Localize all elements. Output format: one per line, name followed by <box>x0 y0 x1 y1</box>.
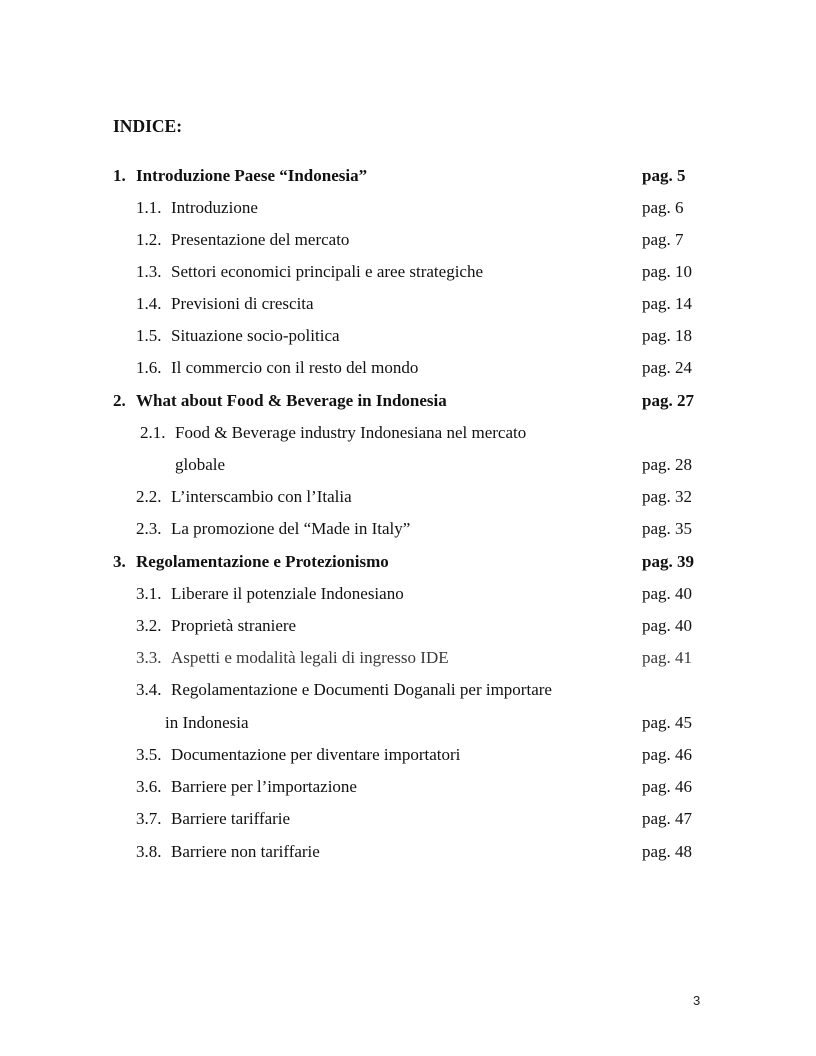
toc-entry-title: Barriere non tariffarie <box>171 842 320 861</box>
toc-entry-page: pag. 45 <box>642 713 693 732</box>
toc-chapter-3[interactable] <box>0 552 816 576</box>
toc-section-1-5[interactable] <box>0 326 816 350</box>
toc-entry-title: What about Food & Beverage in Indonesia <box>136 391 447 410</box>
toc-section-3-7[interactable] <box>0 809 816 833</box>
toc-entry-page: pag. 47 <box>642 809 693 828</box>
toc-entry-title: Presentazione del mercato <box>171 230 350 249</box>
toc-entry-number: 3.3. <box>136 648 162 667</box>
toc-entry-title: Introduzione <box>171 198 258 217</box>
toc-entry-number: 3.8. <box>136 842 162 861</box>
toc-entry-page: pag. 35 <box>642 519 693 538</box>
toc-entry-page: pag. 5 <box>642 166 686 185</box>
toc-section-1-1[interactable] <box>0 198 816 222</box>
toc-entry-number: 3. <box>113 552 126 571</box>
toc-entry-title: Proprietà straniere <box>171 616 297 635</box>
toc-entry-number: 2. <box>113 391 126 410</box>
toc-entry-title: Introduzione Paese “Indonesia” <box>136 166 368 185</box>
toc-section-2-2[interactable] <box>0 487 816 511</box>
toc-entry-number: 3.2. <box>136 616 162 635</box>
toc-section-2-3[interactable] <box>0 519 816 543</box>
toc-entry-title: Liberare il potenziale Indonesiano <box>171 584 404 603</box>
toc-entry-title: Regolamentazione e Protezionismo <box>136 552 389 571</box>
toc-entry-page: pag. 40 <box>642 584 693 603</box>
toc-entry-title: Regolamentazione e Documenti Doganali per importare <box>171 680 552 699</box>
toc-section-1-3[interactable] <box>0 262 816 286</box>
toc-entry-page: pag. 14 <box>642 294 693 313</box>
toc-chapter-2[interactable] <box>0 391 816 415</box>
toc-section-3-5[interactable] <box>0 745 816 769</box>
toc-entry-page: pag. 28 <box>642 455 693 474</box>
toc-entry-number: 1.1. <box>136 198 162 217</box>
toc-entry-title: Barriere per l’importazione <box>171 777 357 796</box>
toc-entry-page: pag. 32 <box>642 487 693 506</box>
toc-entry-page: pag. 18 <box>642 326 693 345</box>
toc-entry-page: pag. 7 <box>642 230 684 249</box>
page-number: 3 <box>693 993 701 1008</box>
toc-entry-page: pag. 40 <box>642 616 693 635</box>
toc-section-1-2[interactable] <box>0 230 816 254</box>
toc-entry-number: 3.4. <box>136 680 162 699</box>
toc-section-3-6[interactable] <box>0 777 816 801</box>
toc-chapter-1[interactable] <box>0 166 816 190</box>
toc-entry-number: 3.7. <box>136 809 162 828</box>
toc-entry-page: pag. 41 <box>642 648 693 667</box>
toc-entry-title: Previsioni di crescita <box>171 294 314 313</box>
toc-entry-title: Barriere tariffarie <box>171 809 291 828</box>
toc-section-3-8[interactable] <box>0 842 816 866</box>
toc-entry-number: 2.3. <box>136 519 162 538</box>
toc-section-1-4[interactable] <box>0 294 816 318</box>
toc-section-3-2[interactable] <box>0 616 816 640</box>
toc-entry-number: 1. <box>113 166 126 185</box>
toc-entry-title: L’interscambio con l’Italia <box>171 487 352 506</box>
toc-entry-title: Situazione socio-politica <box>171 326 340 345</box>
toc-entry-title: Documentazione per diventare importatori <box>171 745 461 764</box>
toc-entry-title: Settori economici principali e aree strategiche <box>171 262 484 281</box>
toc-entry-number: 1.6. <box>136 358 162 377</box>
toc-section-3-3[interactable] <box>0 648 816 672</box>
toc-heading: INDICE: <box>113 116 183 136</box>
toc-entry-number: 3.5. <box>136 745 162 764</box>
toc-entry-page: pag. 46 <box>642 777 693 796</box>
toc-entry-page: pag. 48 <box>642 842 693 861</box>
toc-section-2-1-continued[interactable] <box>0 455 816 479</box>
toc-section-1-6[interactable] <box>0 358 816 382</box>
toc-entry-number: 1.3. <box>136 262 162 281</box>
toc-entry-page: pag. 39 <box>642 552 694 571</box>
toc-entry-number: 3.1. <box>136 584 162 603</box>
toc-entry-number: 3.6. <box>136 777 162 796</box>
toc-entry-title-continued: globale <box>175 455 226 474</box>
toc-section-3-4[interactable] <box>0 680 816 704</box>
toc-entry-page: pag. 46 <box>642 745 693 764</box>
toc-entry-number: 1.4. <box>136 294 162 313</box>
toc-entry-title-continued: in Indonesia <box>165 713 249 732</box>
toc-entry-title: La promozione del “Made in Italy” <box>171 519 411 538</box>
toc-entry-page: pag. 10 <box>642 262 693 281</box>
toc-section-3-1[interactable] <box>0 584 816 608</box>
toc-entry-number: 2.1. <box>140 423 166 442</box>
toc-entry-number: 2.2. <box>136 487 162 506</box>
toc-entry-number: 1.5. <box>136 326 162 345</box>
toc-entry-title: Il commercio con il resto del mondo <box>171 358 419 377</box>
toc-entry-page: pag. 27 <box>642 391 694 410</box>
toc-section-3-4-continued[interactable] <box>0 713 816 737</box>
toc-entry-page: pag. 24 <box>642 358 693 377</box>
toc-entry-title: Aspetti e modalità legali di ingresso IDE <box>171 648 449 667</box>
toc-section-2-1[interactable] <box>0 423 816 447</box>
toc-entry-title: Food & Beverage industry Indonesiana nel mercato <box>175 423 527 442</box>
toc-entry-number: 1.2. <box>136 230 162 249</box>
toc-entry-page: pag. 6 <box>642 198 684 217</box>
